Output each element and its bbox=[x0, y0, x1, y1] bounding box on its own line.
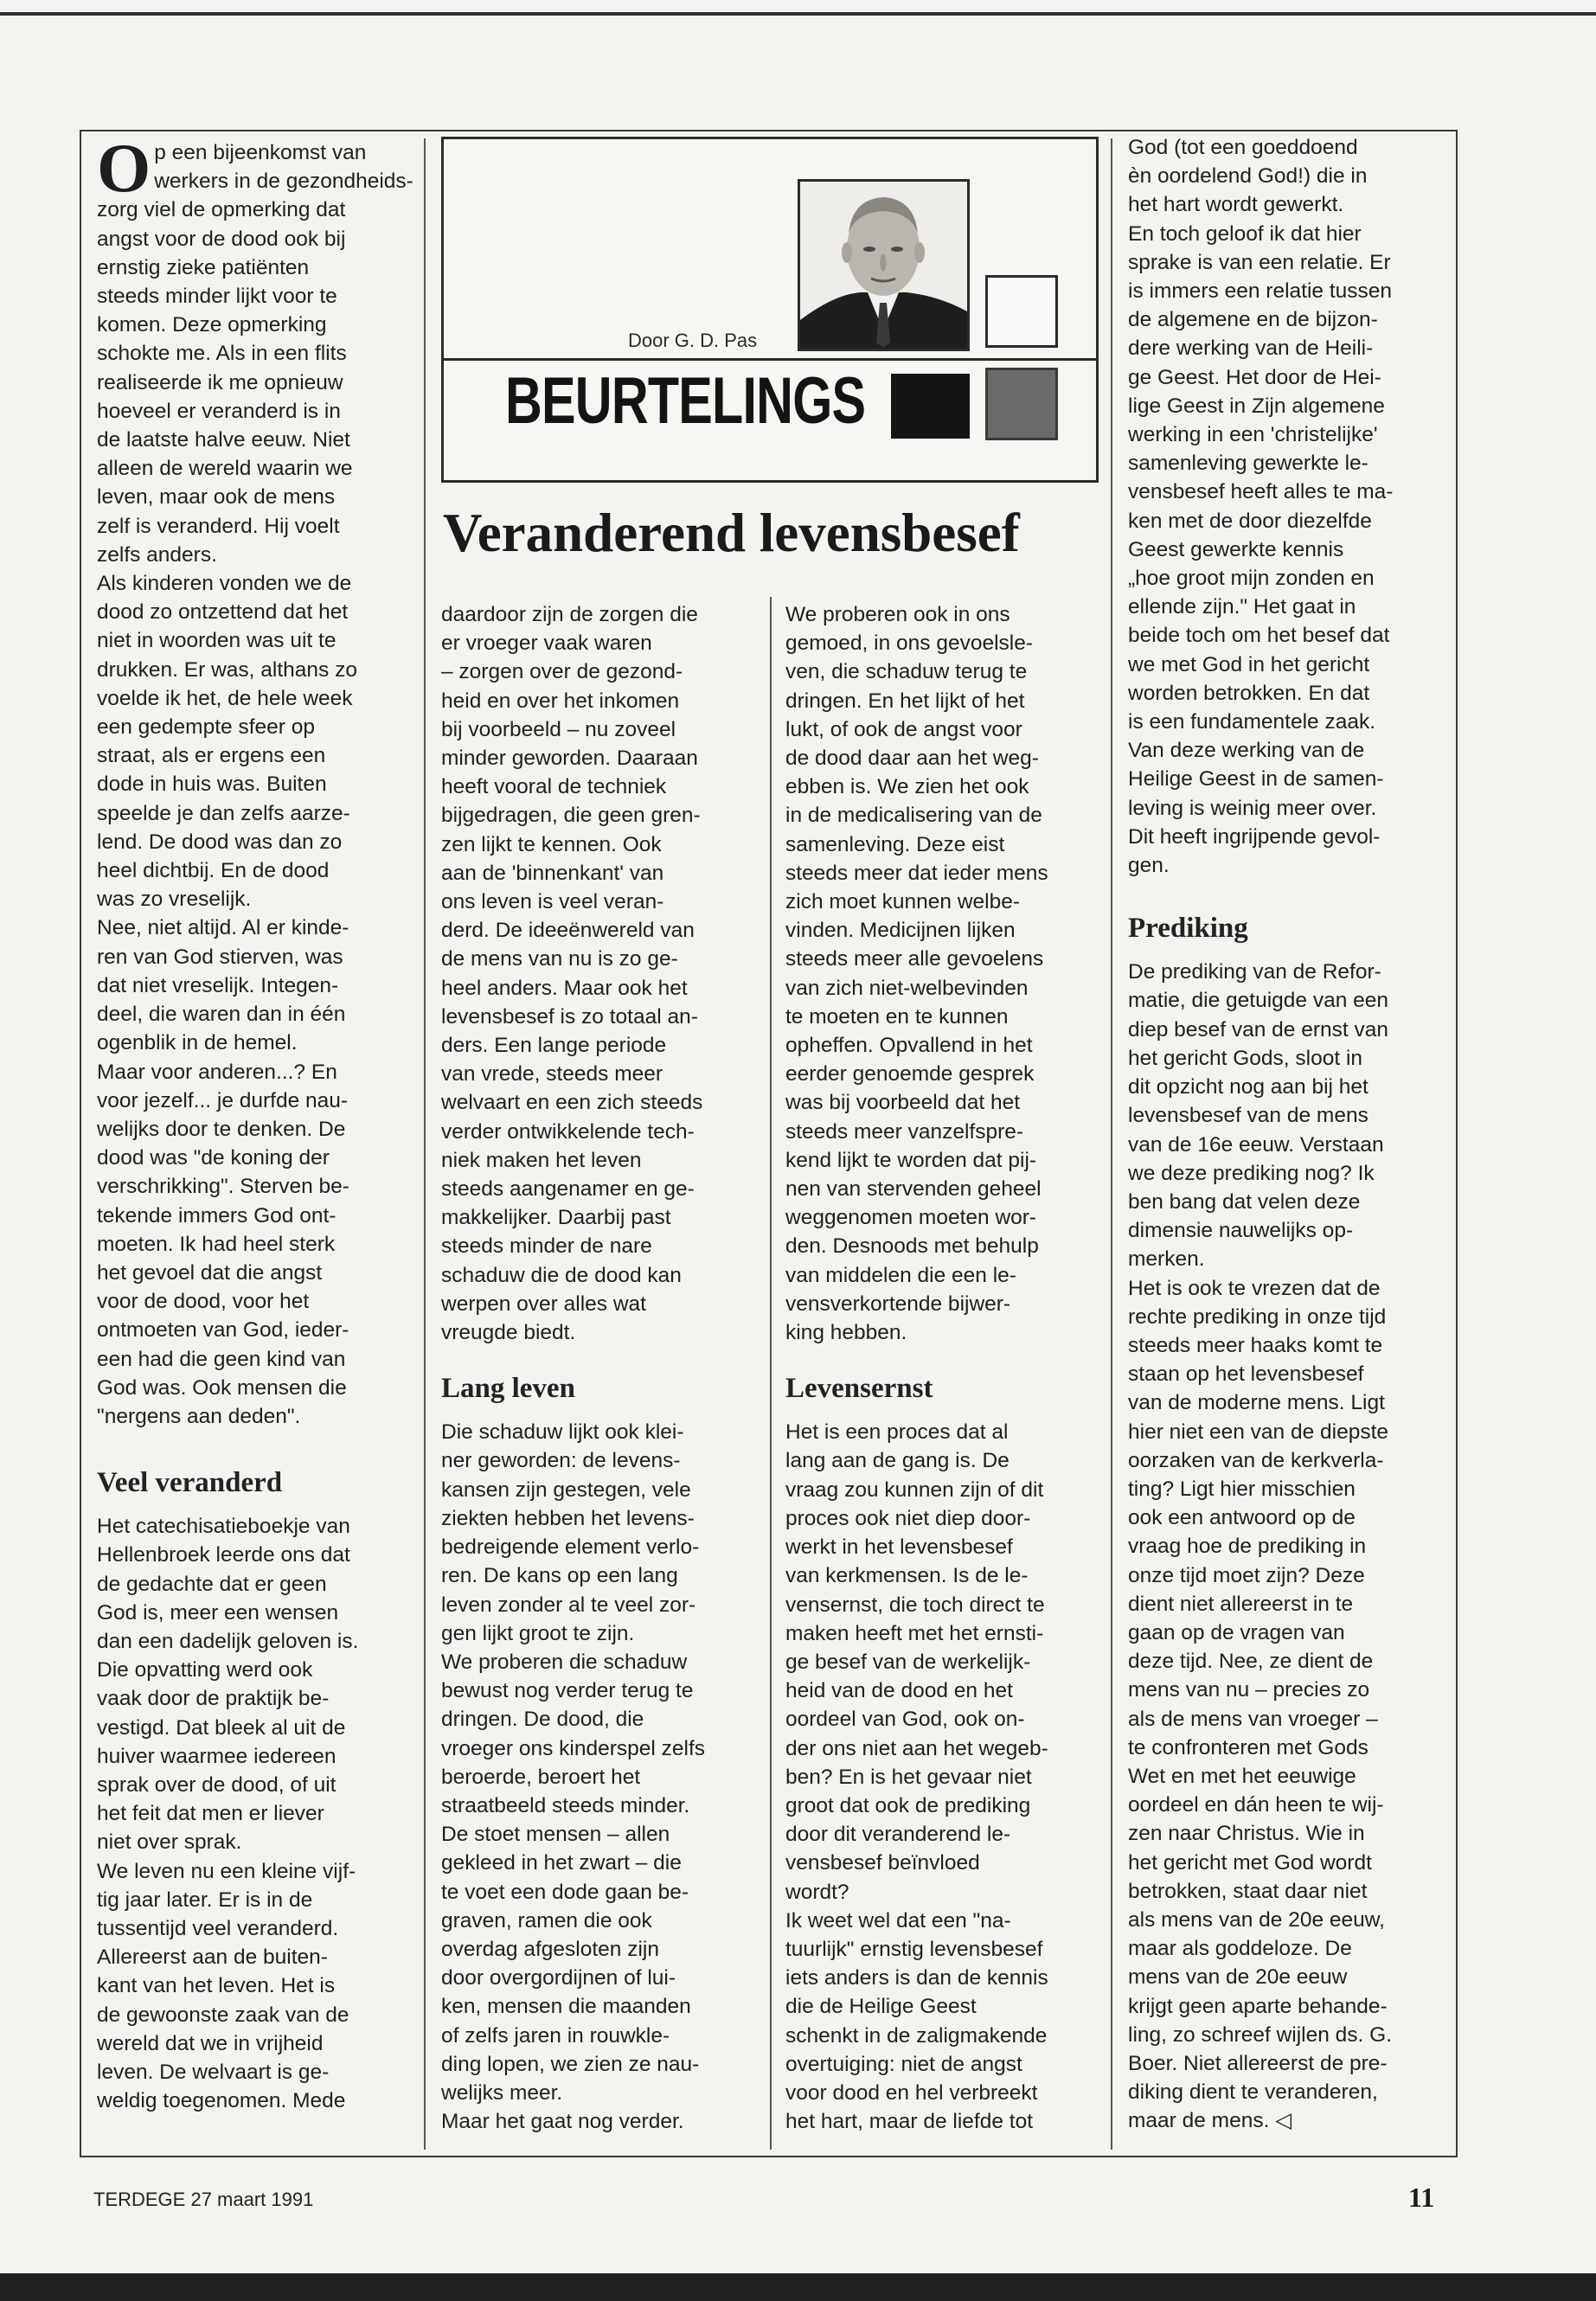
text-line: te confronteren met Gods bbox=[1128, 1735, 1368, 1759]
text-line: lend. De dood was dan zo bbox=[97, 830, 343, 854]
text-line: aan de 'binnenkant' van bbox=[441, 861, 664, 885]
text-line: welijks meer. bbox=[441, 2080, 563, 2105]
text-line: samenleving gewerkte le- bbox=[1128, 452, 1368, 476]
text-line: vinden. Medicijnen lijken bbox=[785, 919, 1016, 943]
paragraph bbox=[1128, 133, 1448, 880]
text-line: kend lijkt te worden dat pij- bbox=[785, 1148, 1037, 1172]
paragraph bbox=[97, 131, 417, 1431]
text-line: voor de dood, voor het bbox=[97, 1290, 310, 1314]
text-line: van de moderne mens. Ligt bbox=[1128, 1391, 1385, 1415]
text-line: hier niet een van de diepste bbox=[1128, 1420, 1389, 1444]
text-line: dit opzicht nog aan bij het bbox=[1128, 1075, 1368, 1099]
text-line: Van deze werking van de bbox=[1128, 739, 1365, 763]
text-line: beroerde, beroert het bbox=[441, 1765, 641, 1789]
text-line: tekende immers God ont- bbox=[97, 1203, 337, 1227]
top-border bbox=[0, 12, 1596, 16]
text-line: vroeger ons kinderspel zelfs bbox=[441, 1736, 706, 1760]
text-line: maar als goddeloze. De bbox=[1128, 1937, 1352, 1961]
text-line: eerder genoemde gesprek bbox=[785, 1062, 1035, 1086]
text-line: overtuiging: niet de angst bbox=[785, 2052, 1022, 2076]
text-line: overdag afgesloten zijn bbox=[441, 1937, 659, 1961]
text-line: mens van de 20e eeuw bbox=[1128, 1965, 1348, 1990]
subheading-prediking: Prediking bbox=[1128, 913, 1248, 945]
text-line: van zich niet-welbevinden bbox=[785, 976, 1029, 1000]
text-line: schenkt in de zaligmakende bbox=[785, 2023, 1048, 2048]
text-line: was bij voorbeeld dat het bbox=[785, 1091, 1021, 1115]
text-line: speelde je dan zelfs aarze- bbox=[97, 801, 350, 825]
text-line: werkers in de gezondheids- bbox=[154, 170, 413, 194]
text-line: worden betrokken. En dat bbox=[1128, 681, 1370, 705]
text-line: bijgedragen, die geen gren- bbox=[441, 804, 701, 828]
text-line: kansen zijn gestegen, vele bbox=[441, 1477, 691, 1502]
text-line: We proberen ook in ons bbox=[785, 603, 1010, 626]
text-line: van vrede, steeds meer bbox=[441, 1062, 663, 1086]
text-line: het gevoel dat die angst bbox=[97, 1260, 323, 1285]
text-line: iets anders is dan de kennis bbox=[785, 1966, 1048, 1990]
text-line: dere werking van de Heili- bbox=[1128, 336, 1374, 361]
text-line: door overgordijnen of lui- bbox=[441, 1966, 676, 1990]
text-line: vensverkortende bijwer- bbox=[785, 1292, 1011, 1316]
subheading-veel-veranderd: Veel veranderd bbox=[97, 1467, 283, 1499]
text-line: steeds meer dat ieder mens bbox=[785, 861, 1048, 885]
text-line: het feit dat men er liever bbox=[97, 1802, 324, 1826]
text-line: matie, die getuigde van een bbox=[1128, 989, 1389, 1013]
text-line: werpen over alles wat bbox=[441, 1292, 646, 1316]
magazine-date: TERDEGE 27 maart 1991 bbox=[93, 2189, 314, 2210]
text-line: De prediking van de Refor- bbox=[1128, 960, 1381, 984]
text-line: steeds meer vanzelfspre- bbox=[785, 1119, 1024, 1144]
text-line: het hart, maar de liefde tot bbox=[785, 2110, 1033, 2134]
text-line: mens van nu – precies zo bbox=[1128, 1678, 1370, 1702]
text-line: zelf is veranderd. Hij voelt bbox=[97, 514, 340, 538]
text-line: der ons niet aan het wegeb- bbox=[785, 1736, 1048, 1760]
text-line: ziekten hebben het levens- bbox=[441, 1506, 695, 1530]
text-line: niek maken het leven bbox=[441, 1148, 642, 1172]
text-line: steeds meer haaks komt te bbox=[1128, 1333, 1383, 1357]
text-line: ven, die schaduw terug te bbox=[785, 660, 1028, 684]
text-line: er vroeger vaak waren bbox=[441, 631, 652, 656]
text-line: hoeveel er veranderd is in bbox=[97, 399, 341, 423]
text-line: alleen de wereld waarin we bbox=[97, 457, 353, 481]
text-line: schaduw die de dood kan bbox=[441, 1263, 682, 1287]
text-line: ken met de door diezelfde bbox=[1128, 509, 1372, 533]
text-line: nen van stervenden geheel bbox=[785, 1177, 1042, 1202]
paragraph bbox=[441, 600, 763, 1347]
text-line: – zorgen over de gezond- bbox=[441, 660, 683, 684]
text-line: krijgt geen aparte behande- bbox=[1128, 1994, 1388, 2018]
text-line: heid van de dood en het bbox=[785, 1679, 1013, 1703]
paragraph bbox=[97, 1512, 417, 2115]
text-line: We leven nu een kleine vijf- bbox=[97, 1859, 356, 1883]
text-line: ogenblik in de hemel. bbox=[97, 1031, 298, 1055]
text-line: leven. De welvaart is ge- bbox=[97, 2061, 330, 2084]
text-line: lang aan de gang is. De bbox=[785, 1449, 1010, 1473]
text-line: dood was "de koning der bbox=[97, 1146, 330, 1170]
text-line: ren van God stierven, was bbox=[97, 945, 343, 969]
text-line: dode in huis was. Buiten bbox=[97, 772, 327, 797]
text-line: makkelijker. Daarbij past bbox=[441, 1206, 671, 1230]
text-line: gemoed, in ons gevoelsle- bbox=[785, 631, 1034, 656]
text-line: God is, meer een wensen bbox=[97, 1600, 339, 1625]
text-line: king hebben. bbox=[785, 1321, 907, 1345]
text-line: ben bang dat velen deze bbox=[1128, 1189, 1361, 1214]
text-line: vensbesef beïnvloed bbox=[785, 1851, 980, 1875]
text-line: wereld dat we in vrijheid bbox=[97, 2031, 324, 2055]
column-3 bbox=[785, 600, 1106, 2136]
page-number: 11 bbox=[1408, 2182, 1435, 2213]
text-line: minder geworden. Daaraan bbox=[441, 747, 698, 771]
text-line: tig jaar later. Er is in de bbox=[97, 1888, 313, 1912]
text-line: den. Desnoods met behulp bbox=[785, 1234, 1039, 1259]
text-line: oorzaken van de kerkverla- bbox=[1128, 1448, 1384, 1472]
text-line: beide toch om het besef dat bbox=[1128, 624, 1390, 648]
text-line: straat, als er ergens een bbox=[97, 744, 326, 768]
text-line: als de mens van vroeger – bbox=[1128, 1707, 1378, 1731]
text-line: drukken. Er was, althans zo bbox=[97, 657, 357, 682]
text-line: ders. Een lange periode bbox=[441, 1034, 667, 1058]
text-line: tuurlijk" ernstig levensbesef bbox=[785, 1937, 1043, 1961]
text-line: betrokken, staat daar niet bbox=[1128, 1879, 1368, 1903]
text-line: ling, zo schreef wijlen ds. G. bbox=[1128, 2022, 1393, 2047]
text-line: als mens van de 20e eeuw, bbox=[1128, 1907, 1385, 1932]
text-line: dringen. De dood, die bbox=[441, 1708, 644, 1732]
text-line: het gericht met God wordt bbox=[1128, 1850, 1372, 1875]
text-line: God was. Ook mensen die bbox=[97, 1375, 347, 1400]
text-line: levensbesef is zo totaal an- bbox=[441, 1004, 698, 1029]
text-line: graven, ramen die ook bbox=[441, 1908, 652, 1932]
text-line: deel, die waren dan in één bbox=[97, 1003, 346, 1027]
text-line: Maar voor anderen...? En bbox=[97, 1060, 337, 1084]
text-line: sprake is van een relatie. Er bbox=[1128, 250, 1391, 274]
text-line: te moeten en te kunnen bbox=[785, 1004, 1009, 1029]
text-line: Het catechisatieboekje van bbox=[97, 1515, 350, 1539]
text-line: welijks door te denken. De bbox=[97, 1117, 346, 1141]
column-1 bbox=[97, 131, 417, 2115]
article-title: Veranderend levensbesef bbox=[443, 503, 1020, 563]
author-photo-icon bbox=[800, 182, 967, 349]
text-line: Heilige Geest in de samen- bbox=[1128, 767, 1384, 792]
text-line: komen. Deze opmerking bbox=[97, 313, 327, 337]
text-line: daardoor zijn de zorgen die bbox=[441, 603, 698, 626]
text-line: dat niet vreselijk. Integen- bbox=[97, 973, 339, 997]
text-line: onze tijd moet zijn? Deze bbox=[1128, 1563, 1365, 1587]
text-line: in de medicalisering van de bbox=[785, 804, 1042, 828]
text-line: oordeel van God, ook on- bbox=[785, 1708, 1025, 1732]
text-line: zen lijkt te kennen. Ook bbox=[441, 832, 662, 856]
text-line: gekleed in het zwart – die bbox=[441, 1851, 682, 1875]
text-line: dimensie nauwelijks op- bbox=[1128, 1219, 1354, 1243]
text-line: bedreigende element verlo- bbox=[441, 1535, 700, 1560]
text-line: ernstig zieke patiënten bbox=[97, 255, 310, 279]
text-line: Dit heeft ingrijpende gevol- bbox=[1128, 824, 1381, 849]
text-line: heel dichtbij. En de dood bbox=[97, 859, 330, 883]
text-line: ding lopen, we zien ze nau- bbox=[441, 2052, 700, 2076]
text-line: groot dat ook de prediking bbox=[785, 1793, 1031, 1817]
text-line: vraag zou kunnen zijn of dit bbox=[785, 1477, 1044, 1502]
text-line: maken heeft met het ernsti- bbox=[785, 1621, 1044, 1645]
text-line: is een fundamentele zaak. bbox=[1128, 710, 1376, 734]
text-line: vaak door de praktijk be- bbox=[97, 1687, 330, 1711]
text-line: te voet een dode gaan be- bbox=[441, 1880, 689, 1904]
paragraph bbox=[785, 600, 1106, 1347]
text-line: het gericht Gods, sloot in bbox=[1128, 1046, 1363, 1070]
header-divider bbox=[444, 358, 1096, 361]
text-line: ner geworden: de levens- bbox=[441, 1449, 681, 1473]
text-line: werkt in het levensbesef bbox=[785, 1535, 1013, 1560]
text-line: van de 16e eeuw. Verstaan bbox=[1128, 1132, 1384, 1157]
text-line: p een bijeenkomst van bbox=[154, 141, 367, 164]
text-line: tussentijd veel veranderd. bbox=[97, 1916, 339, 1940]
text-line: vensernst, die toch direct te bbox=[785, 1593, 1045, 1617]
text-line: leving is weinig meer over. bbox=[1128, 796, 1377, 820]
text-line: niet over sprak. bbox=[97, 1830, 242, 1855]
text-line: We proberen die schaduw bbox=[441, 1650, 688, 1674]
text-line: heel anders. Maar ook het bbox=[441, 976, 688, 1000]
text-line: steeds minder de nare bbox=[441, 1234, 652, 1259]
text-line: de gedachte dat er geen bbox=[97, 1572, 327, 1596]
text-line: weggenomen moeten wor- bbox=[785, 1206, 1037, 1230]
text-line: zen naar Christus. Wie in bbox=[1128, 1822, 1365, 1846]
text-line: samenleving. Deze eist bbox=[785, 832, 1005, 856]
text-line: zorg viel de opmerking dat bbox=[97, 198, 346, 222]
text-line: diep besef van de ernst van bbox=[1128, 1017, 1389, 1042]
text-line: zelfs anders. bbox=[97, 542, 217, 567]
text-line: niet in woorden was uit te bbox=[97, 629, 337, 653]
text-line: ellende zijn." Het gaat in bbox=[1128, 595, 1356, 619]
text-line: bij voorbeeld – nu zoveel bbox=[441, 717, 676, 741]
text-line: maar de mens. ◁ bbox=[1128, 2109, 1292, 2133]
text-line: steeds minder lijkt voor te bbox=[97, 285, 337, 309]
text-line: de gewoonste zaak van de bbox=[97, 2003, 349, 2027]
text-line: huiver waarmee iedereen bbox=[97, 1744, 337, 1768]
text-line: wordt? bbox=[785, 1880, 849, 1904]
text-line: werking in een 'christelijke' bbox=[1128, 423, 1378, 447]
text-line: welvaart en een zich steeds bbox=[441, 1091, 703, 1115]
decor-square-black bbox=[891, 374, 970, 439]
text-line: verschrikking". Sterven be- bbox=[97, 1175, 349, 1199]
text-line: is immers een relatie tussen bbox=[1128, 279, 1393, 304]
text-line: was zo vreselijk. bbox=[97, 888, 252, 912]
text-line: heeft vooral de techniek bbox=[441, 775, 667, 799]
text-line: realiseerde ik me opnieuw bbox=[97, 370, 343, 394]
text-line: leven zonder al te veel zor- bbox=[441, 1593, 696, 1617]
text-line: Hellenbroek leerde ons dat bbox=[97, 1543, 350, 1567]
text-line: heid en over het inkomen bbox=[441, 689, 680, 713]
text-line: ren. De kans op een lang bbox=[441, 1564, 678, 1588]
text-line: De stoet mensen – allen bbox=[441, 1823, 670, 1847]
text-line: het hart wordt gewerkt. bbox=[1128, 193, 1344, 217]
text-line: derd. De ideeënwereld van bbox=[441, 919, 695, 943]
paragraph bbox=[1128, 958, 1448, 2135]
text-line: vraag hoe de prediking in bbox=[1128, 1535, 1367, 1559]
column-rule bbox=[770, 597, 772, 2150]
bottom-border bbox=[0, 2273, 1596, 2301]
text-line: Wet en met het eeuwige bbox=[1128, 1764, 1356, 1788]
text-line: diking dient te veranderen, bbox=[1128, 2080, 1378, 2105]
text-line: dient niet allereerst in te bbox=[1128, 1592, 1354, 1616]
column-rule bbox=[424, 138, 426, 2150]
text-line: En toch geloof ik dat hier bbox=[1128, 221, 1362, 246]
paragraph bbox=[441, 1418, 763, 2136]
text-line: leven, maar ook de mens bbox=[97, 485, 336, 510]
text-line: Maar het gaat nog verder. bbox=[441, 2110, 684, 2134]
column-4 bbox=[1128, 133, 1448, 2136]
column-name: BEURTELINGS bbox=[505, 364, 866, 438]
text-line: ken, mensen die maanden bbox=[441, 1995, 691, 2019]
text-line: ge besef van de werkelijk- bbox=[785, 1650, 1031, 1674]
text-line: voor jezelf... je durfde nau- bbox=[97, 1088, 349, 1112]
text-line: Boer. Niet allereerst de pre- bbox=[1128, 2052, 1388, 2075]
text-line: of zelfs jaren in rouwkle- bbox=[441, 2023, 670, 2048]
text-line: ook een antwoord op de bbox=[1128, 1506, 1356, 1530]
text-line: dan een dadelijk geloven is. bbox=[97, 1629, 359, 1653]
text-line: ge Geest. Het door de Hei- bbox=[1128, 365, 1381, 389]
text-line: Als kinderen vonden we de bbox=[97, 572, 352, 596]
byline: Door G. D. Pas bbox=[628, 330, 758, 351]
column-2 bbox=[441, 600, 763, 2136]
text-line: kant van het leven. Het is bbox=[97, 1974, 336, 1998]
text-line: steeds meer alle gevoelens bbox=[785, 947, 1044, 971]
text-line: door dit veranderend le- bbox=[785, 1823, 1011, 1847]
text-line: opheffen. Opvallend in het bbox=[785, 1034, 1033, 1058]
text-line: Ik weet wel dat een "na- bbox=[785, 1908, 1011, 1932]
text-line: staan op het levensbesef bbox=[1128, 1362, 1364, 1387]
paragraph bbox=[785, 1418, 1106, 2136]
text-line: God (tot een goeddoend bbox=[1128, 136, 1358, 159]
text-line: dood zo ontzettend dat het bbox=[97, 600, 349, 625]
text-line: Die opvatting werd ook bbox=[97, 1658, 313, 1682]
text-line: van middelen die een le- bbox=[785, 1263, 1016, 1287]
decor-square-grey bbox=[985, 368, 1058, 440]
text-line: sprak over de dood, of uit bbox=[97, 1772, 337, 1797]
text-line: èn oordelend God!) die in bbox=[1128, 164, 1368, 189]
text-line: voor dood en hel verbreekt bbox=[785, 2080, 1038, 2105]
drop-cap: O bbox=[97, 131, 151, 207]
text-line: "nergens aan deden". bbox=[97, 1404, 301, 1428]
text-line: deze tijd. Nee, ze dient de bbox=[1128, 1650, 1374, 1674]
text-line: weldig toegenomen. Mede bbox=[97, 2089, 346, 2113]
text-line: ontmoeten van God, ieder- bbox=[97, 1318, 349, 1343]
text-line: angst voor de dood ook bij bbox=[97, 227, 346, 251]
text-line: vensbesef heeft alles te ma- bbox=[1128, 480, 1394, 504]
text-line: proces ook niet diep door- bbox=[785, 1506, 1031, 1530]
text-line: Geest gewerkte kennis bbox=[1128, 537, 1344, 561]
text-line: van kerkmensen. Is de le- bbox=[785, 1564, 1029, 1588]
text-line: lige Geest in Zijn algemene bbox=[1128, 394, 1385, 418]
text-line: oordeel en dán heen te wij- bbox=[1128, 1793, 1384, 1817]
subheading-levensernst: Levensernst bbox=[785, 1373, 933, 1405]
text-line: we deze prediking nog? Ik bbox=[1128, 1161, 1375, 1185]
text-line: verder ontwikkelende tech- bbox=[441, 1119, 695, 1144]
text-line: gen. bbox=[1128, 854, 1170, 878]
text-line: ebben is. We zien het ook bbox=[785, 775, 1029, 799]
text-line: „hoe groot mijn zonden en bbox=[1128, 567, 1375, 591]
text-line: Nee, niet altijd. Al er kinde- bbox=[97, 916, 349, 940]
decor-square-white bbox=[985, 275, 1058, 348]
text-line: Het is ook te vrezen dat de bbox=[1128, 1276, 1381, 1300]
text-line: de laatste halve eeuw. Niet bbox=[97, 428, 350, 452]
text-line: lukt, of ook de angst voor bbox=[785, 717, 1022, 741]
text-line: de dood daar aan het weg- bbox=[785, 747, 1039, 771]
text-line: levensbesef van de mens bbox=[1128, 1104, 1368, 1128]
text-line: de mens van nu is zo ge- bbox=[441, 947, 678, 971]
text-line: een had die geen kind van bbox=[97, 1347, 346, 1371]
text-line: gaan op de vragen van bbox=[1128, 1620, 1345, 1644]
text-line: ting? Ligt hier misschien bbox=[1128, 1477, 1356, 1501]
text-line: vreugde biedt. bbox=[441, 1321, 576, 1345]
text-line: de algemene en de bijzon- bbox=[1128, 308, 1378, 332]
text-line: Het is een proces dat al bbox=[785, 1420, 1009, 1445]
text-line: rechte prediking in onze tijd bbox=[1128, 1304, 1387, 1329]
text-line: schokte me. Als in een flits bbox=[97, 342, 347, 366]
text-line: ben? En is het gevaar niet bbox=[785, 1765, 1032, 1789]
text-line: gen lijkt groot te zijn. bbox=[441, 1621, 635, 1645]
text-line: ons leven is veel veran- bbox=[441, 890, 664, 914]
text-line: die de Heilige Geest bbox=[785, 1995, 977, 2019]
text-line: Die schaduw lijkt ook klei- bbox=[441, 1420, 684, 1445]
text-line: steeds aangenamer en ge- bbox=[441, 1177, 695, 1202]
author-portrait bbox=[798, 179, 970, 351]
text-line: merken. bbox=[1128, 1247, 1205, 1272]
text-line: Allereerst aan de buiten- bbox=[97, 1945, 328, 1970]
subheading-lang-leven: Lang leven bbox=[441, 1373, 575, 1405]
text-line: voelde ik het, de hele week bbox=[97, 686, 353, 710]
text-line: moeten. Ik had heel sterk bbox=[97, 1232, 336, 1256]
text-line: bewust nog verder terug te bbox=[441, 1679, 694, 1703]
text-line: zich moet kunnen welbe- bbox=[785, 890, 1021, 914]
text-line: we met God in het gericht bbox=[1128, 652, 1370, 676]
text-line: vestigd. Dat bleek al uit de bbox=[97, 1715, 346, 1740]
text-line: straatbeeld steeds minder. bbox=[441, 1793, 690, 1817]
text-line: dringen. En het lijkt of het bbox=[785, 689, 1025, 713]
text-line: een gedempte sfeer op bbox=[97, 715, 315, 740]
column-rule bbox=[1111, 138, 1112, 2150]
